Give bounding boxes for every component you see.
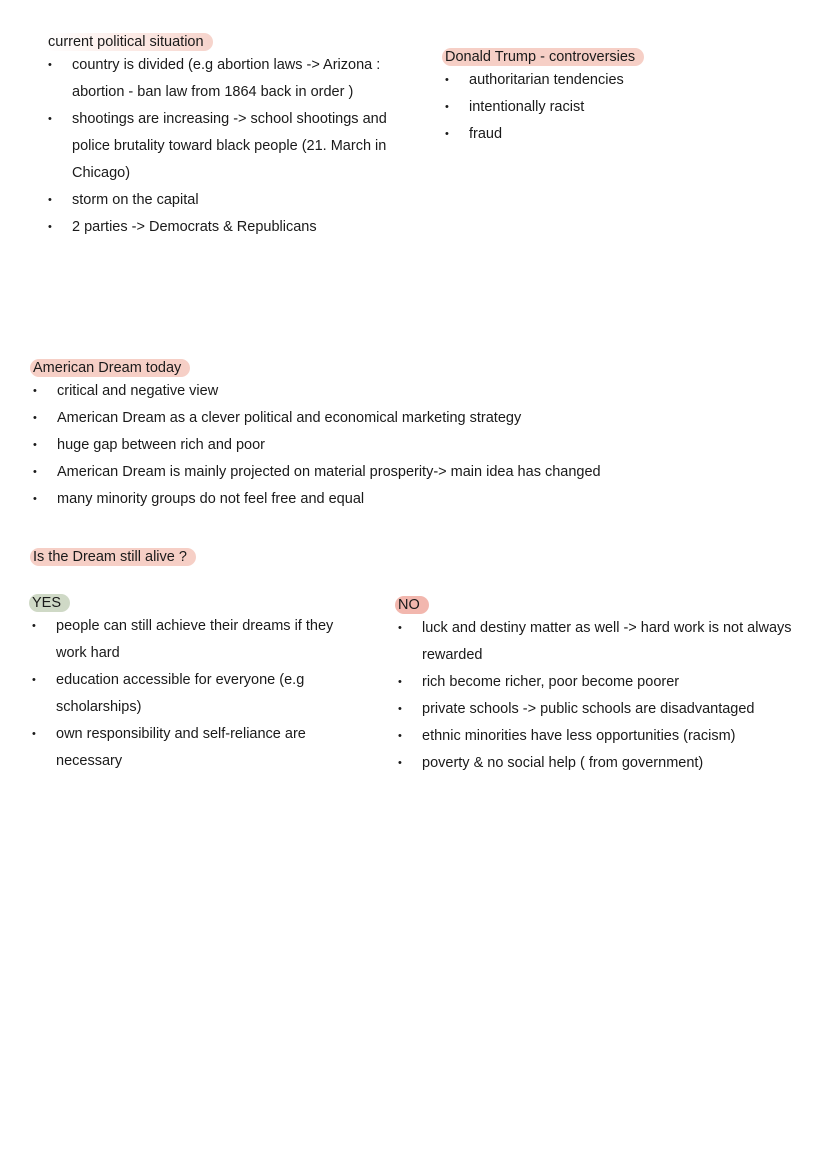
list-item: • many minority groups do not feel free and equal bbox=[33, 486, 793, 513]
trump-section bbox=[445, 48, 805, 148]
dream-today-list bbox=[33, 378, 793, 513]
trump-list bbox=[445, 67, 805, 148]
alive-heading: Is the Dream still alive ? bbox=[30, 548, 196, 566]
list-item: • private schools -> public schools are disadvantaged bbox=[398, 696, 793, 723]
alive-section bbox=[33, 548, 196, 566]
political-list bbox=[48, 52, 388, 241]
list-item: • poverty & no social help ( from government) bbox=[398, 750, 793, 777]
list-item: • intentionally racist bbox=[445, 94, 805, 121]
yes-heading: YES bbox=[29, 594, 70, 612]
list-item: • people can still achieve their dreams if they work hard bbox=[32, 613, 362, 667]
list-item: • American Dream is mainly projected on material prosperity-> main idea has changed bbox=[33, 459, 793, 486]
no-heading: NO bbox=[395, 596, 429, 614]
no-list bbox=[398, 615, 793, 777]
list-item: • ethnic minorities have less opportunities (racism) bbox=[398, 723, 793, 750]
list-item: • huge gap between rich and poor bbox=[33, 432, 793, 459]
yes-list bbox=[32, 613, 362, 775]
list-item: • fraud bbox=[445, 121, 805, 148]
list-item: • critical and negative view bbox=[33, 378, 793, 405]
political-section bbox=[48, 33, 388, 241]
list-item: • shootings are increasing -> school shootings and police brutality toward black people (21. March in Chicago) bbox=[48, 106, 388, 187]
political-heading: current political situation bbox=[45, 33, 213, 51]
dream-today-heading: American Dream today bbox=[30, 359, 190, 377]
list-item: • storm on the capital bbox=[48, 187, 388, 214]
list-item: • own responsibility and self-reliance are necessary bbox=[32, 721, 362, 775]
dream-today-section bbox=[33, 359, 793, 513]
list-item: • 2 parties -> Democrats & Republicans bbox=[48, 214, 388, 241]
list-item: • authoritarian tendencies bbox=[445, 67, 805, 94]
trump-heading: Donald Trump - controversies bbox=[442, 48, 644, 66]
no-section bbox=[398, 596, 793, 777]
yes-section bbox=[32, 594, 362, 775]
list-item: • American Dream as a clever political and economical marketing strategy bbox=[33, 405, 793, 432]
list-item: • rich become richer, poor become poorer bbox=[398, 669, 793, 696]
list-item: • education accessible for everyone (e.g scholarships) bbox=[32, 667, 362, 721]
list-item: • luck and destiny matter as well -> hard work is not always rewarded bbox=[398, 615, 793, 669]
list-item: • country is divided (e.g abortion laws -> Arizona : abortion - ban law from 1864 back in order ) bbox=[48, 52, 388, 106]
